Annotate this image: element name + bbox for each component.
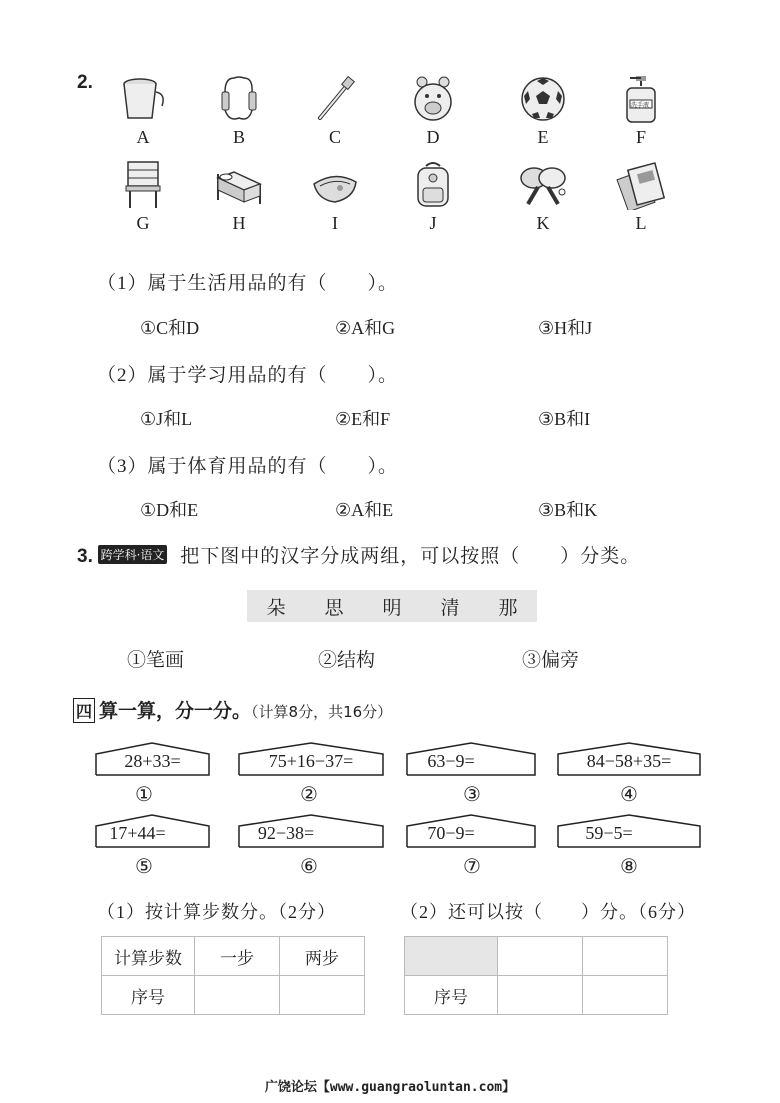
house-number: ③ <box>463 784 481 806</box>
steps-table <box>101 936 365 1015</box>
sub-question-2: （2）属于学习用品的有（ ）。 <box>97 365 399 386</box>
choice-option[interactable]: ③H和J <box>538 318 593 338</box>
table-row <box>102 937 365 976</box>
choice-option[interactable]: ①D和E <box>140 500 199 520</box>
answer-cell[interactable] <box>280 976 365 1015</box>
toothbrush-icon <box>310 74 360 124</box>
table-header-cell: 一步 <box>195 937 280 976</box>
section-score-note: （计算8分，共16分） <box>251 703 393 721</box>
house-number: ⑧ <box>620 856 638 878</box>
sub-question-3: （3）属于体育用品的有（ ）。 <box>97 456 399 477</box>
jump-rope-icon <box>214 74 264 124</box>
table-row-label: 序号 <box>405 976 498 1015</box>
chair-icon <box>118 160 168 210</box>
section-number-box: 四 <box>73 698 95 723</box>
school-bag-icon <box>408 160 458 210</box>
question-3-number: 3. <box>77 546 93 567</box>
question-2-number: 2. <box>77 72 93 93</box>
option-letter: F <box>635 127 646 147</box>
house-card <box>557 814 701 848</box>
house-card <box>95 814 210 848</box>
option-letter: L <box>635 213 647 233</box>
classify-question-1: （1）按计算步数分。（2分） <box>97 902 336 922</box>
option-letter: E <box>537 127 549 147</box>
soccer-ball-icon <box>518 74 568 124</box>
house-card <box>238 814 384 848</box>
choice-option[interactable]: ③偏旁 <box>522 650 580 671</box>
house-number: ⑦ <box>463 856 481 878</box>
house-number: ④ <box>620 784 638 806</box>
option-letter: D <box>426 127 440 147</box>
table-header-cell: 两步 <box>280 937 365 976</box>
choice-option[interactable]: ①C和D <box>140 318 200 338</box>
expression: 70−9= <box>427 823 475 843</box>
soap-label: 洗手液 <box>631 102 650 109</box>
expression: 17+44= <box>109 823 166 843</box>
answer-cell[interactable] <box>583 976 668 1015</box>
ping-pong-paddles-icon <box>518 160 568 210</box>
section-4-heading <box>73 696 392 723</box>
house-card <box>406 814 536 848</box>
answer-cell[interactable] <box>498 976 583 1015</box>
option-letter: J <box>429 213 437 233</box>
option-letter: H <box>232 213 246 233</box>
option-letter: B <box>232 127 245 147</box>
house-number: ② <box>300 784 318 806</box>
choice-option[interactable]: ②结构 <box>318 650 376 671</box>
character: 思 <box>324 597 344 619</box>
hand-soap-icon <box>616 74 666 124</box>
option-letter: C <box>328 127 341 147</box>
character: 那 <box>498 597 518 619</box>
house-card <box>95 742 210 776</box>
table-corner-cell <box>405 937 498 976</box>
house-number: ⑥ <box>300 856 318 878</box>
choice-option[interactable]: ②E和F <box>335 409 391 429</box>
character-box <box>247 590 537 622</box>
character: 明 <box>382 597 402 619</box>
question-3-text: 把下图中的汉字分成两组，可以按照（ ）分类。 <box>180 546 641 567</box>
choice-option[interactable]: ③B和I <box>538 409 591 429</box>
house-number: ⑤ <box>135 856 153 878</box>
option-letter: K <box>536 213 550 233</box>
house-number: ① <box>135 784 153 806</box>
choice-option[interactable]: ②A和E <box>335 500 394 520</box>
option-letter: A <box>136 127 150 147</box>
classify-question-2: （2）还可以按（ ）分。（6分） <box>400 902 696 922</box>
custom-classify-table <box>404 936 668 1015</box>
expression: 63−9= <box>427 751 475 771</box>
house-card <box>238 742 384 776</box>
character: 朵 <box>266 597 286 619</box>
pencil-case-icon <box>310 160 360 210</box>
section-title: 算一算，分一分。 <box>99 700 252 722</box>
bear-backpack-icon <box>408 74 458 124</box>
choice-option[interactable]: ①笔画 <box>127 650 185 671</box>
expression: 28+33= <box>124 751 181 771</box>
question-3 <box>77 541 640 568</box>
expression: 84−58+35= <box>586 751 672 771</box>
bucket-icon <box>118 74 168 124</box>
choice-option[interactable]: ②A和G <box>335 318 396 338</box>
option-letter: I <box>332 213 338 233</box>
answer-cell[interactable] <box>583 937 668 976</box>
answer-cell[interactable] <box>195 976 280 1015</box>
expression: 75+16−37= <box>268 751 354 771</box>
sub-question-1: （1）属于生活用品的有（ ）。 <box>97 273 399 294</box>
option-letter: G <box>136 213 150 233</box>
choice-option[interactable]: ③B和K <box>538 500 598 520</box>
table-row-label: 序号 <box>102 976 195 1015</box>
books-icon <box>616 160 666 210</box>
answer-cell[interactable] <box>498 937 583 976</box>
character: 清 <box>440 597 460 619</box>
page-footer: 广饶论坛【www.guangraoluntan.com】 <box>264 1080 516 1095</box>
house-card <box>406 742 536 776</box>
house-card <box>557 742 701 776</box>
table-row <box>102 976 365 1015</box>
expression: 59−5= <box>585 823 633 843</box>
table-row <box>405 976 668 1015</box>
cross-subject-tag: 跨学科·语文 <box>98 545 168 564</box>
table-header-cell: 计算步数 <box>102 937 195 976</box>
choice-option[interactable]: ①J和L <box>140 409 193 429</box>
expression: 92−38= <box>257 823 315 843</box>
bed-icon <box>214 160 264 210</box>
table-row <box>405 937 668 976</box>
